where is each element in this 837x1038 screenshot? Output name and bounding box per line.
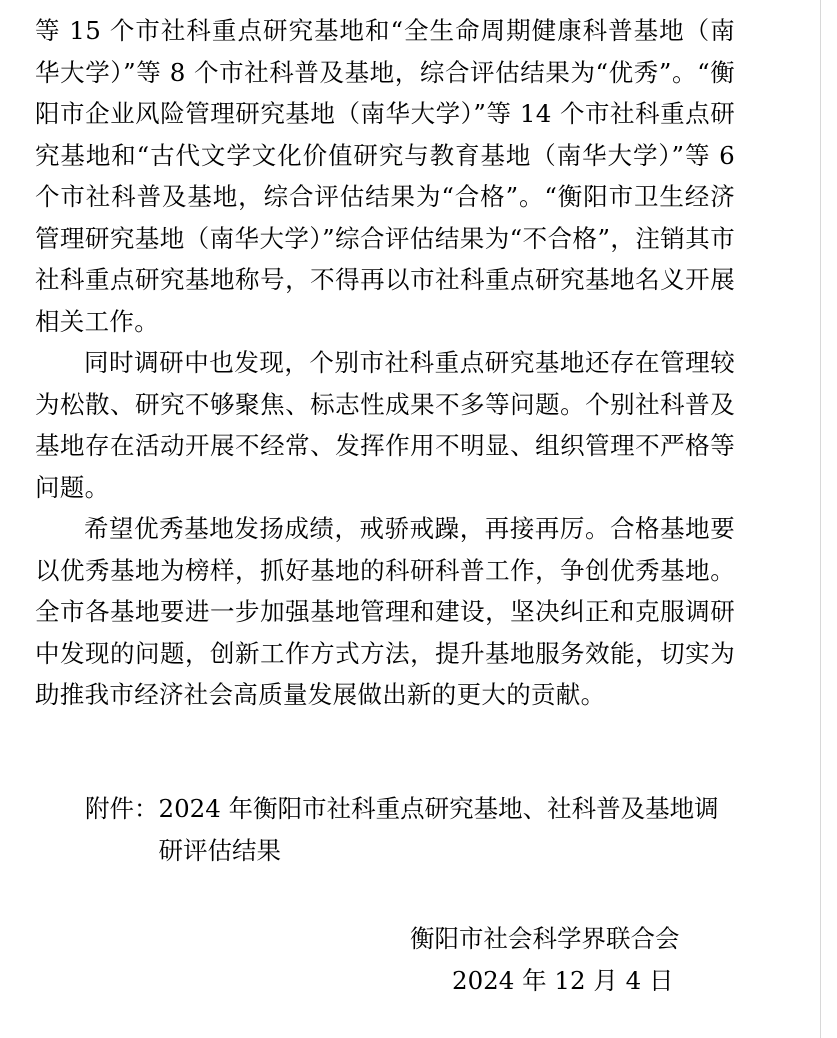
attachment-note bbox=[85, 788, 737, 871]
paragraph-problems: 同时调研中也发现，个别市社科重点研究基地还存在管理较为松散、研究不够聚焦、标志性成果不多等问题。个别社科普及基地存在活动开展不经常、发挥作用不明显、组织管理不严格等问题。 bbox=[35, 348, 735, 502]
attachment-label: 附件： bbox=[85, 794, 159, 823]
attachment-title: 2024 年衡阳市社科重点研究基地、社科普及基地调研评估结果 bbox=[158, 794, 719, 865]
page-edge-line bbox=[820, 0, 821, 1038]
paragraph-expectations: 希望优秀基地发扬成绩，戒骄戒躁，再接再厉。合格基地要以优秀基地为榜样，抓好基地的科研科普工作，争创优秀基地。全市各基地要进一步加强基地管理和建设，坚决纠正和克服调研中发现的问题，创新工作方式方法，提升基地服务效能，切实为助推我市经济社会高质量发展做出新的更大的贡献。 bbox=[35, 514, 735, 709]
signature-block bbox=[410, 918, 730, 1001]
document-body bbox=[35, 10, 735, 716]
signature-organization: 衡阳市社会科学界联合会 bbox=[410, 924, 680, 953]
paragraph-results: 等 15 个市社科重点研究基地和“全生命周期健康科普基地（南华大学）”等 8 个市社科普及基地，综合评估结果为“优秀”。“衡阳市企业风险管理研究基地（南华大学）”等 14 个市社科重点研究基地和“古代文学文化价值研究与教育基地（南华大学）”等 6 个市社科普及基地，综合评估结果为“合格”。“衡阳市卫生经济管理研究基地（南华大学）”综合评估结果为“不合格”，注销其市社科重点研究基地称号，不得再以市社科重点研究基地名义开展相关工作。 bbox=[35, 16, 735, 336]
signature-date: 2024 年 12 月 4 日 bbox=[452, 965, 674, 995]
